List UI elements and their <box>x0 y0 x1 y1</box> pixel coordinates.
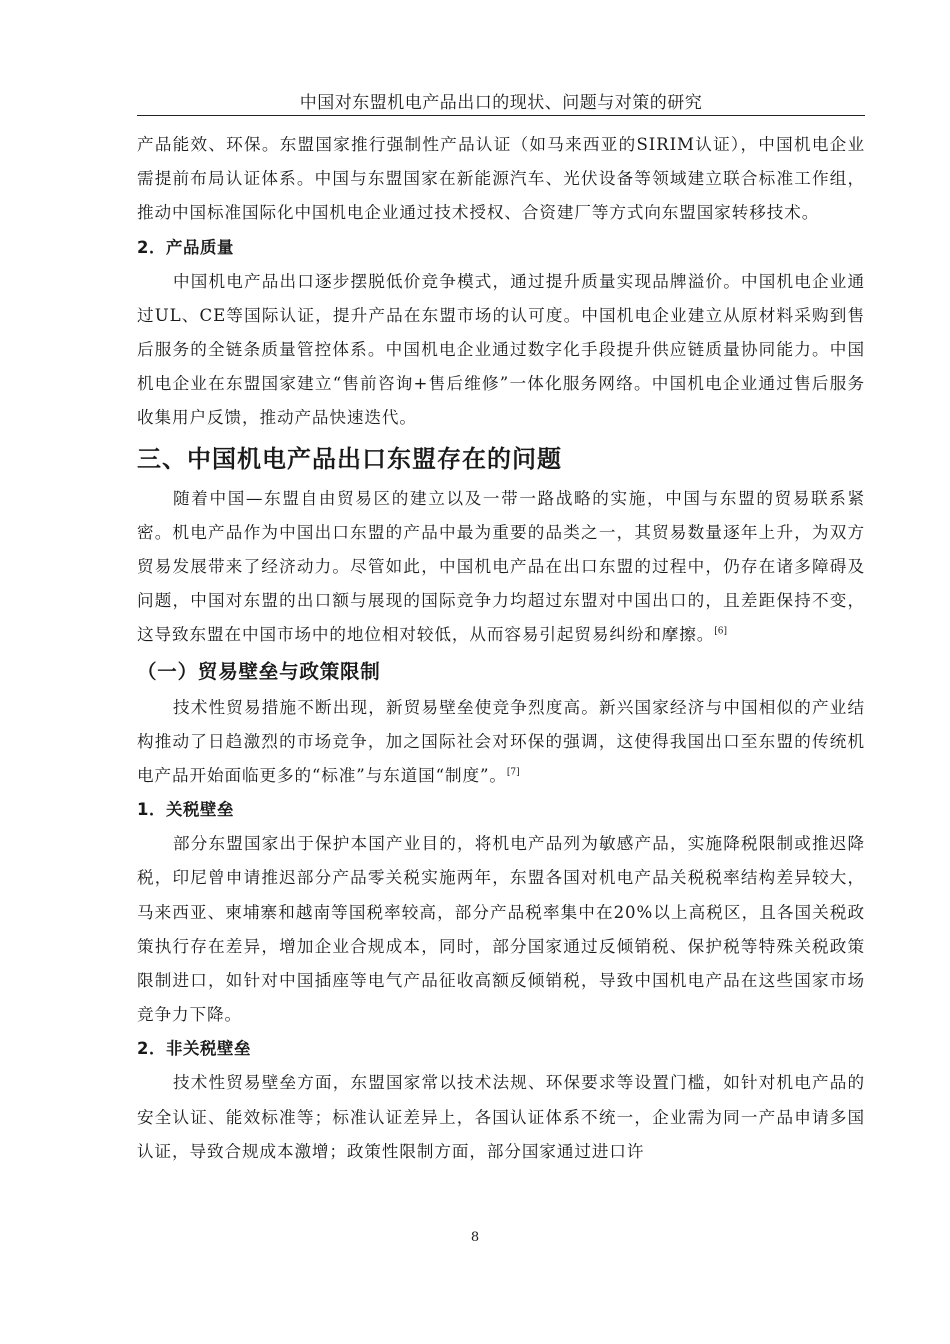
paragraph-trade-barriers-text: 技术性贸易措施不断出现，新贸易壁垒使竞争烈度高。新兴国家经济与中国相似的产业结构推动了日趋激烈的市场竞争，加之国际社会对环保的强调，这使得我国出口至东盟的传统机电产品开始面临更多的“标准”与东道国“制度”。 <box>137 697 865 786</box>
subheading-tariff-barriers: 1．关税壁垒 <box>137 800 234 820</box>
paragraph-tariff-barriers: 部分东盟国家出于保护本国产业目的，将机电产品列为敏感产品，实施降税限制或推迟降税，印尼曾申请推迟部分产品零关税实施两年，东盟各国对机电产品关税税率结构差异较大，马来西亚、柬埔寨和越南等国税率较高，部分产品税率集中在20%以上高税区，且各国关税政策执行存在差异，增加企业合规成本，同时，部分国家通过反倾销税、保护税等特殊关税政策限制进口，如针对中国插座等电气产品征收高额反倾销税，导致中国机电产品在这些国家市场竞争力下降。 <box>137 834 865 1025</box>
paragraph-non-tariff-barriers: 技术性贸易壁垒方面，东盟国家常以技术法规、环保要求等设置门槛，如针对机电产品的安全认证、能效标准等；标准认证差异上，各国认证体系不统一，企业需为同一产品申请多国认证，导致合规成本激增；政策性限制方面，部分国家通过进口许 <box>137 1073 865 1161</box>
citation-7: [7] <box>506 767 520 778</box>
paragraph-problems-intro-text: 随着中国—东盟自由贸易区的建立以及一带一路战略的实施，中国与东盟的贸易联系紧密。机电产品作为中国出口东盟的产品中最为重要的品类之一，其贸易数量逐年上升，为双方贸易发展带来了经济动力。尽管如此，中国机电产品在出口东盟的过程中，仍存在诸多障碍及问题，中国对东盟的出口额与展现的国际竞争力均超过东盟对中国出口的，且差距保持不变，这导致东盟在中国市场中的地位相对较低，从而容易引起贸易纠纷和摩擦。 <box>137 488 865 645</box>
page-number: 8 <box>470 1230 480 1245</box>
page-body <box>137 128 865 1169</box>
header-divider <box>137 115 865 116</box>
paragraph-trade-barriers <box>137 691 865 794</box>
paragraph-problems-intro <box>137 482 865 653</box>
paragraph-certification-continued: 产品能效、环保。东盟国家推行强制性产品认证（如马来西亚的SIRIM认证），中国机电企业需提前布局认证体系。中国与东盟国家在新能源汽车、光伏设备等领域建立联合标准工作组，推动中国标准国际化中国机电企业通过技术授权、合资建厂等方式向东盟国家转移技术。 <box>137 135 865 223</box>
subheading-non-tariff-barriers: 2．非关税壁垒 <box>137 1039 251 1059</box>
subheading-product-quality: 2．产品质量 <box>137 237 234 257</box>
paragraph-product-quality: 中国机电产品出口逐步摆脱低价竞争模式，通过提升质量实现品牌溢价。中国机电企业通过UL、CE等国际认证，提升产品在东盟市场的认可度。中国机电企业建立从原材料采购到售后服务的全链条质量管控体系。中国机电企业通过数字化手段提升供应链质量协同能力。中国机电企业在东盟国家建立“售前咨询+售后维修”一体化服务网络。中国机电企业通过售后服务收集用户反馈，推动产品快速迭代。 <box>137 271 865 428</box>
subsection-heading-trade-barriers: （一）贸易壁垒与政策限制 <box>137 659 381 683</box>
citation-6: [6] <box>714 626 728 637</box>
running-header-title: 中国对东盟机电产品出口的现状、问题与对策的研究 <box>299 93 703 113</box>
section-heading-problems: 三、中国机电产品出口东盟存在的问题 <box>137 444 562 473</box>
